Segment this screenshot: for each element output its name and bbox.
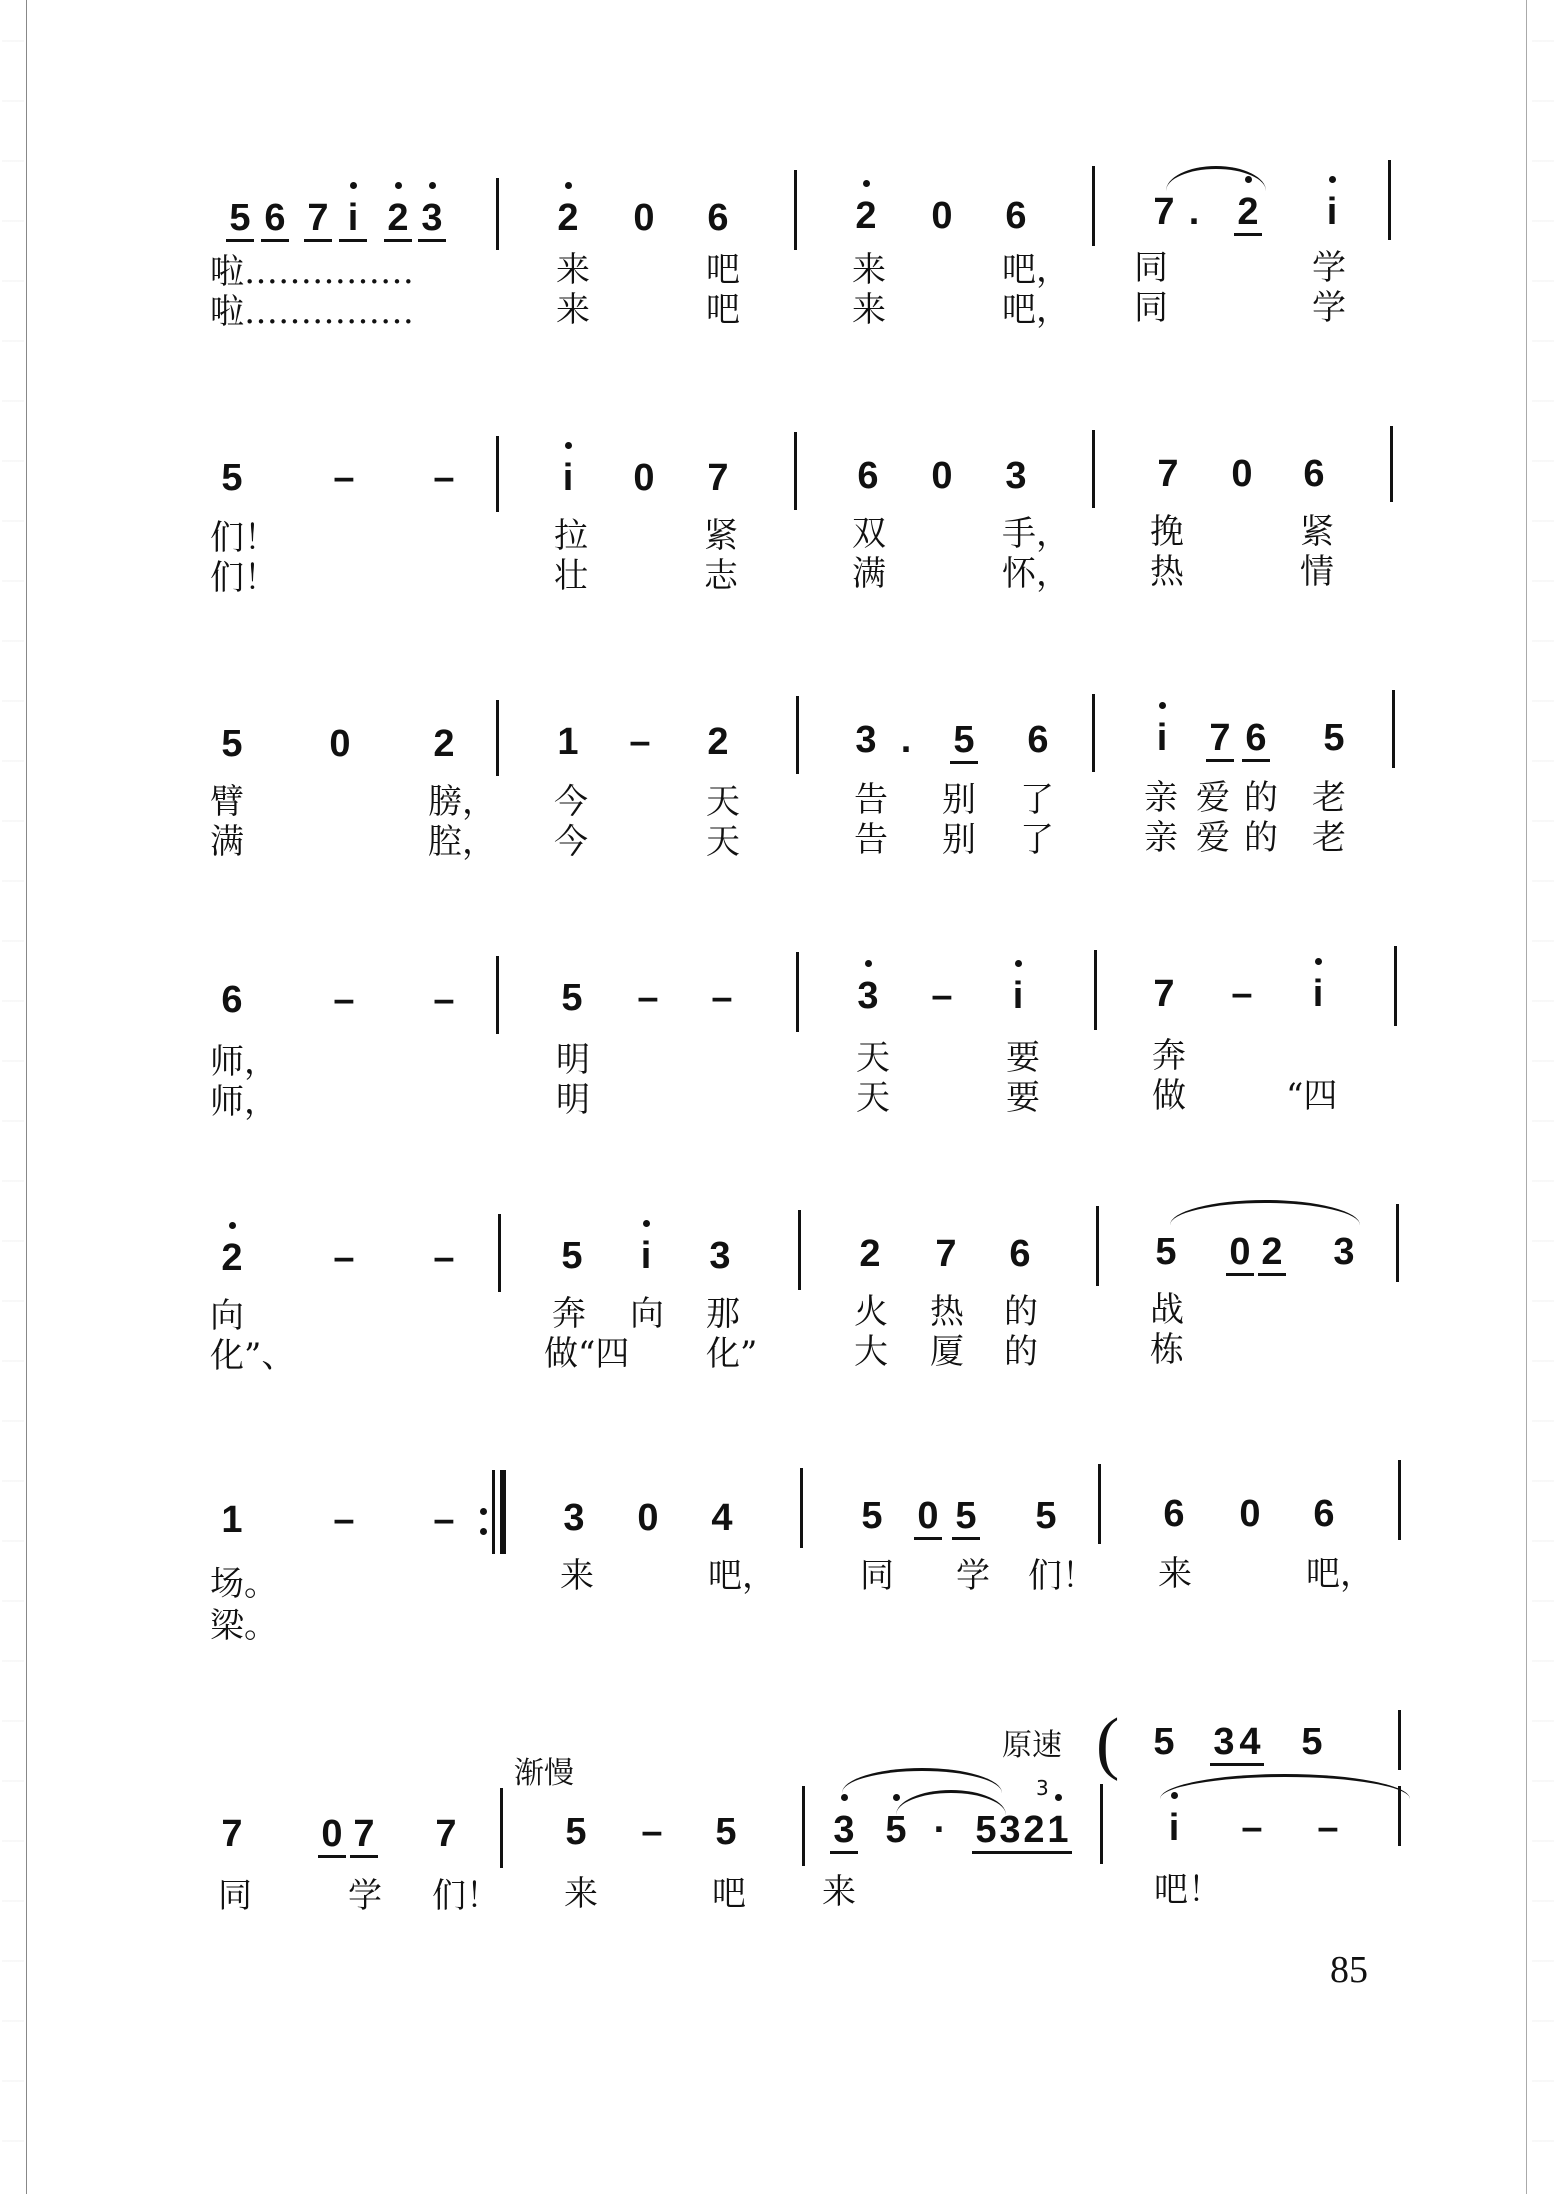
barline <box>1096 1206 1099 1286</box>
note: – <box>433 1237 455 1279</box>
note: 0 <box>633 197 655 239</box>
note: 5 <box>715 1811 737 1853</box>
note: 5 <box>561 1235 583 1277</box>
system-4 <box>200 952 1410 1172</box>
lyric: 热 <box>930 1292 964 1332</box>
lyric: 吧！ <box>1154 1870 1222 1910</box>
note: i <box>998 974 1038 1018</box>
lyric: 天 <box>856 1038 890 1078</box>
barline <box>1388 160 1391 240</box>
note: 6 <box>1027 719 1049 761</box>
lyric: 啦…………… <box>210 292 414 332</box>
note: 3 <box>855 719 877 761</box>
barline <box>1094 950 1097 1030</box>
note: i <box>1298 972 1338 1016</box>
triplet-mark: 3 <box>1036 1776 1049 1800</box>
lyric: 别 <box>942 820 976 860</box>
lyric: 师， <box>210 1082 278 1122</box>
lyric: 来 <box>564 1874 598 1914</box>
lyric: 学 <box>1312 248 1346 288</box>
note: 5 <box>1035 1495 1057 1537</box>
lyric: 化”、 <box>210 1336 296 1376</box>
note: 0 <box>1239 1493 1261 1535</box>
bracket-open: ( <box>1096 1705 1120 1782</box>
note: 5 <box>1153 1721 1175 1763</box>
note: 0 <box>931 195 953 237</box>
lyric: 满 <box>852 554 886 594</box>
lyric: 大 <box>854 1332 888 1372</box>
note: 5 <box>220 196 260 240</box>
lyric: 爱 <box>1196 778 1230 818</box>
lyric: 要 <box>1006 1078 1040 1118</box>
note: 1 <box>1038 1808 1078 1852</box>
note: 6 <box>221 979 243 1021</box>
lyric: 同 <box>860 1556 894 1596</box>
note: 3 <box>1333 1231 1355 1273</box>
lyric: 吧， <box>1002 250 1070 290</box>
lyric: 厦 <box>930 1332 964 1372</box>
lyric: 学 <box>956 1556 990 1596</box>
note: – <box>333 457 355 499</box>
note: 0 <box>931 455 953 497</box>
lyric: 奔 <box>552 1294 586 1334</box>
lyric: 做“四 <box>544 1334 630 1374</box>
lyric: 吧， <box>1306 1554 1374 1594</box>
repeat-barline <box>500 1470 506 1554</box>
note: 6 <box>255 196 295 240</box>
note: 0 <box>312 1812 352 1856</box>
lyric: 紧 <box>704 516 738 556</box>
barline <box>1390 426 1393 502</box>
lyric: 热 <box>1150 552 1184 592</box>
lyric: 场。 <box>210 1564 278 1604</box>
lyric: 栋 <box>1150 1330 1184 1370</box>
barline <box>496 436 499 512</box>
note: – <box>333 1499 355 1541</box>
page-border-right <box>1526 0 1527 2194</box>
barline <box>492 1470 495 1554</box>
lyric: 要 <box>1006 1038 1040 1078</box>
lyric: 明 <box>556 1040 590 1080</box>
note: 5 <box>221 457 243 499</box>
note: . <box>1188 191 1200 233</box>
lyric: 亲 <box>1144 778 1178 818</box>
note: 6 <box>1009 1233 1031 1275</box>
barline <box>1398 1460 1401 1540</box>
page-border-left <box>26 0 27 2194</box>
note: 0 <box>1220 1230 1260 1274</box>
ritardando-marking: 渐慢 <box>514 1756 574 1791</box>
note: 4 <box>711 1497 733 1539</box>
note: 2 <box>1228 190 1268 234</box>
lyric: 今 <box>554 782 588 822</box>
note: 2 <box>548 196 588 240</box>
barline <box>802 1786 805 1866</box>
barline <box>800 1468 803 1548</box>
barline <box>1092 166 1095 246</box>
lyric: 双 <box>852 514 886 554</box>
note: i <box>548 456 588 500</box>
lyric: 做 <box>1152 1076 1186 1116</box>
lyric: 臂 <box>210 782 244 822</box>
note: 2 <box>1252 1230 1292 1274</box>
note: 2 <box>1014 1808 1054 1852</box>
note: 3 <box>990 1808 1030 1852</box>
slur <box>1170 1200 1360 1225</box>
system-5 <box>200 1204 1410 1424</box>
lyric: 梁。 <box>210 1606 278 1646</box>
lyric: 师， <box>210 1042 278 1082</box>
note: 7 <box>344 1812 384 1856</box>
lyric: 奔 <box>1152 1036 1186 1076</box>
lyric: 的 <box>1004 1292 1038 1332</box>
note: 6 <box>1163 1493 1185 1535</box>
note: i <box>1142 716 1182 760</box>
lyric: 吧 <box>706 290 740 330</box>
lyric: 爱 <box>1196 818 1230 858</box>
lyric: 的 <box>1244 818 1278 858</box>
lyric: 告 <box>854 820 888 860</box>
note: – <box>711 977 733 1019</box>
lyric: 学 <box>348 1876 382 1916</box>
note: 6 <box>1313 1493 1335 1535</box>
repeat-dot <box>480 1528 487 1535</box>
lyric: 吧 <box>706 250 740 290</box>
note: 3 <box>412 196 452 240</box>
note: – <box>629 721 651 763</box>
lyric: 火 <box>854 1292 888 1332</box>
note: 2 <box>212 1236 252 1280</box>
lyric: 来 <box>1158 1554 1192 1594</box>
lyric: 明 <box>556 1080 590 1120</box>
note: i <box>1154 1806 1194 1850</box>
note: – <box>333 1237 355 1279</box>
lyric: 同 <box>218 1876 252 1916</box>
lyric: 的 <box>1004 1332 1038 1372</box>
lyric: 来 <box>852 290 886 330</box>
note: 6 <box>1303 453 1325 495</box>
barline <box>500 1788 503 1868</box>
lyric: 同 <box>1134 288 1168 328</box>
barline <box>796 952 799 1032</box>
barline <box>496 700 499 776</box>
note: 2 <box>378 196 418 240</box>
lyric: 手， <box>1002 514 1070 554</box>
barline <box>1396 1204 1399 1282</box>
barline <box>1392 690 1395 768</box>
lyric: 挽 <box>1150 512 1184 552</box>
barline <box>1394 946 1397 1026</box>
lyric: 壮 <box>554 556 588 596</box>
note: 1 <box>557 721 579 763</box>
note: 6 <box>1236 716 1276 760</box>
lyric: 啦…………… <box>210 252 414 292</box>
lyric: 的 <box>1244 778 1278 818</box>
barline <box>794 432 797 510</box>
note: – <box>433 457 455 499</box>
note: 3 <box>1005 455 1027 497</box>
note: 7 <box>935 1233 957 1275</box>
note: 5 <box>946 1494 986 1538</box>
lyric: 向 <box>630 1294 664 1334</box>
note: 5 <box>944 718 984 762</box>
note: 3 <box>824 1808 864 1852</box>
note: 3 <box>1204 1720 1244 1764</box>
barline <box>496 956 499 1034</box>
note: 7 <box>1153 191 1175 233</box>
note: 0 <box>329 723 351 765</box>
note: 5 <box>966 1808 1006 1852</box>
note: 0 <box>908 1494 948 1538</box>
system-1 <box>200 160 1410 380</box>
note: – <box>333 979 355 1021</box>
note: 3 <box>709 1235 731 1277</box>
lyric: 志 <box>704 556 738 596</box>
system-3 <box>200 688 1410 908</box>
lyric: 化” <box>706 1334 758 1374</box>
lyric: 紧 <box>1300 512 1334 552</box>
lyric: 天 <box>706 782 740 822</box>
note: 6 <box>707 197 729 239</box>
note: 7 <box>298 196 338 240</box>
lyric: 吧， <box>708 1556 776 1596</box>
note: – <box>931 975 953 1017</box>
lyric: 老 <box>1312 818 1346 858</box>
note: 0 <box>1231 453 1253 495</box>
lyric: 满 <box>210 822 244 862</box>
barline <box>796 696 799 774</box>
lyric: 吧 <box>712 1874 746 1914</box>
lyric: 天 <box>856 1078 890 1118</box>
note: 6 <box>1005 195 1027 237</box>
note: i <box>333 196 373 240</box>
slur <box>842 1768 1002 1793</box>
note: i <box>626 1234 666 1278</box>
lyric: 怀， <box>1002 554 1070 594</box>
barline <box>1092 430 1095 508</box>
lyric: 告 <box>854 780 888 820</box>
lyric: 学 <box>1312 288 1346 328</box>
system-7 <box>200 1700 1410 1920</box>
note: – <box>637 977 659 1019</box>
note: 5 <box>1155 1231 1177 1273</box>
lyric: 今 <box>554 822 588 862</box>
note: 3 <box>848 974 888 1018</box>
barline <box>498 1214 501 1292</box>
barline <box>794 170 797 250</box>
note: 5 <box>1301 1721 1323 1763</box>
lyric: 天 <box>706 822 740 862</box>
note: 7 <box>435 1813 457 1855</box>
lyric: 战 <box>1150 1290 1184 1330</box>
note: 5 <box>861 1495 883 1537</box>
lyric: “四 <box>1286 1076 1338 1116</box>
lyric: 来 <box>822 1872 856 1912</box>
lyric: 腔， <box>428 822 496 862</box>
lyric: 别 <box>942 780 976 820</box>
note: 5 <box>221 723 243 765</box>
note: – <box>1241 1807 1263 1849</box>
note: – <box>1317 1807 1339 1849</box>
lyric: 老 <box>1312 778 1346 818</box>
barline <box>798 1210 801 1290</box>
lyric: 向 <box>210 1296 244 1336</box>
lyric: 亲 <box>1144 818 1178 858</box>
note: 5 <box>876 1808 916 1852</box>
barline <box>1092 694 1095 772</box>
right-edge-strip <box>1532 0 1554 2194</box>
note: 0 <box>633 457 655 499</box>
note: 7 <box>221 1813 243 1855</box>
lyric: 同 <box>1134 248 1168 288</box>
barline <box>1100 1784 1103 1864</box>
note: 5 <box>561 977 583 1019</box>
note: 7 <box>1153 973 1175 1015</box>
note: 2 <box>859 1233 881 1275</box>
system-6 <box>200 1456 1410 1676</box>
note: 2 <box>707 721 729 763</box>
note: 7 <box>707 457 729 499</box>
lyric: 来 <box>852 250 886 290</box>
note: 2 <box>433 723 455 765</box>
lyric: 们！ <box>210 518 278 558</box>
note: 5 <box>565 1811 587 1853</box>
note: · <box>933 1809 947 1851</box>
note: – <box>1231 973 1253 1015</box>
barline <box>1098 1464 1101 1544</box>
note: 0 <box>637 1497 659 1539</box>
note: 3 <box>563 1497 585 1539</box>
lyric: 吧， <box>1002 290 1070 330</box>
lyric: 情 <box>1300 552 1334 592</box>
lyric: 那 <box>706 1294 740 1334</box>
note: 7 <box>1157 453 1179 495</box>
lyric: 拉 <box>554 516 588 556</box>
barline <box>1398 1786 1401 1846</box>
note: – <box>433 1499 455 1541</box>
barline <box>1398 1710 1401 1770</box>
lyric: 们！ <box>210 558 278 598</box>
lyric: 了 <box>1020 820 1054 860</box>
note: . <box>900 719 912 761</box>
left-edge-strip <box>2 0 24 2194</box>
system-2 <box>200 422 1410 642</box>
lyric: 来 <box>556 250 590 290</box>
note: – <box>433 979 455 1021</box>
note: 5 <box>1323 717 1345 759</box>
note: 4 <box>1230 1720 1270 1764</box>
lyric: 们！ <box>432 1876 500 1916</box>
note: – <box>641 1811 663 1853</box>
lyric: 了 <box>1020 780 1054 820</box>
repeat-dot <box>480 1508 487 1515</box>
a-tempo-marking: 原速 <box>1002 1728 1062 1763</box>
lyric: 来 <box>560 1556 594 1596</box>
slur <box>1160 1774 1410 1799</box>
page-number: 85 <box>1330 1949 1368 1991</box>
note: 2 <box>846 194 886 238</box>
note: i <box>1312 190 1352 234</box>
barline <box>496 178 499 250</box>
note: 1 <box>221 1499 243 1541</box>
lyric: 膀， <box>428 782 496 822</box>
note: 6 <box>857 455 879 497</box>
lyric: 们！ <box>1028 1556 1096 1596</box>
lyric: 来 <box>556 290 590 330</box>
note: 7 <box>1200 716 1240 760</box>
